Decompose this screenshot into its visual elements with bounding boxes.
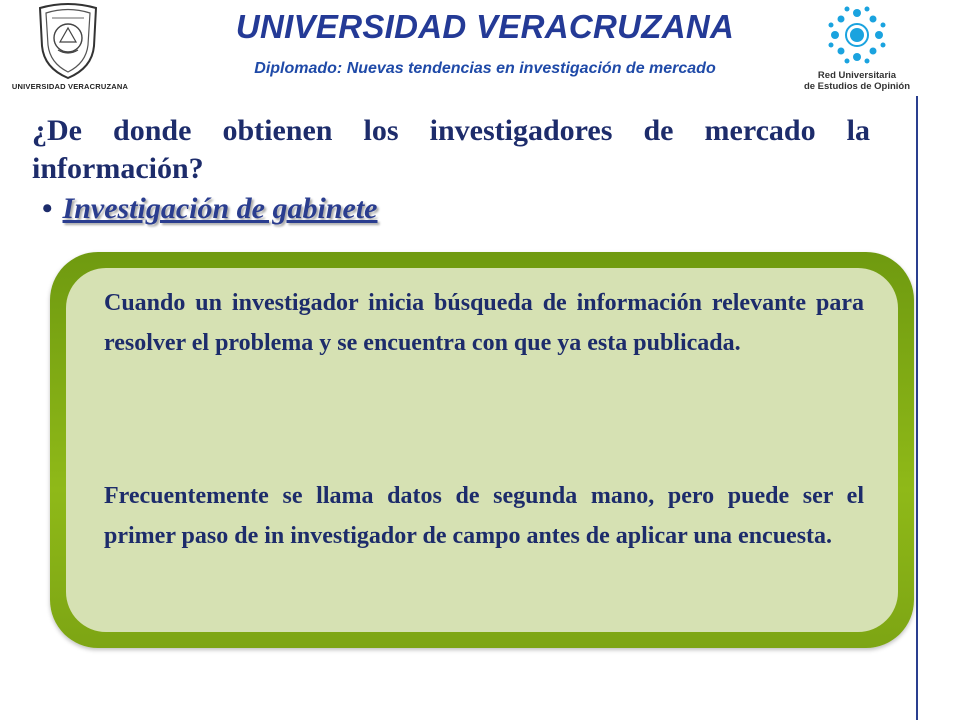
network-logo-caption (800, 70, 914, 92)
paragraph-definition: Cuando un investigador inicia búsqueda de información relevante para resolver el problema y se encuentra con que ya esta publicada. (104, 290, 864, 356)
bullet-text: Investigación de gabinete (62, 192, 378, 225)
page-header-subtitle: Diplomado: Nuevas tendencias en investigación de mercado (254, 60, 716, 77)
university-seal-icon (36, 2, 100, 80)
dots-network-icon (826, 4, 888, 66)
university-logo-caption: UNIVERSIDAD VERACRUZANA (11, 82, 129, 91)
university-logo (8, 2, 128, 94)
network-logo-caption-line2: de Estudios de Opinión (803, 81, 911, 92)
bullet-item (42, 192, 378, 226)
network-logo-caption-line1: Red Universitaria (817, 70, 897, 81)
bullet-dot-icon: • (42, 192, 53, 225)
paragraph-secondary-data: Frecuentemente se llama datos de segunda mano, pero puede ser el primer paso de in investigador de campo antes de aplicar una encuesta. (104, 483, 864, 549)
slide-question: ¿De donde obtienen los investigadores de mercado la información? (32, 114, 870, 185)
right-border-line (916, 96, 918, 720)
network-logo (800, 4, 916, 96)
page-header-title: UNIVERSIDAD VERACRUZANA (235, 8, 735, 45)
